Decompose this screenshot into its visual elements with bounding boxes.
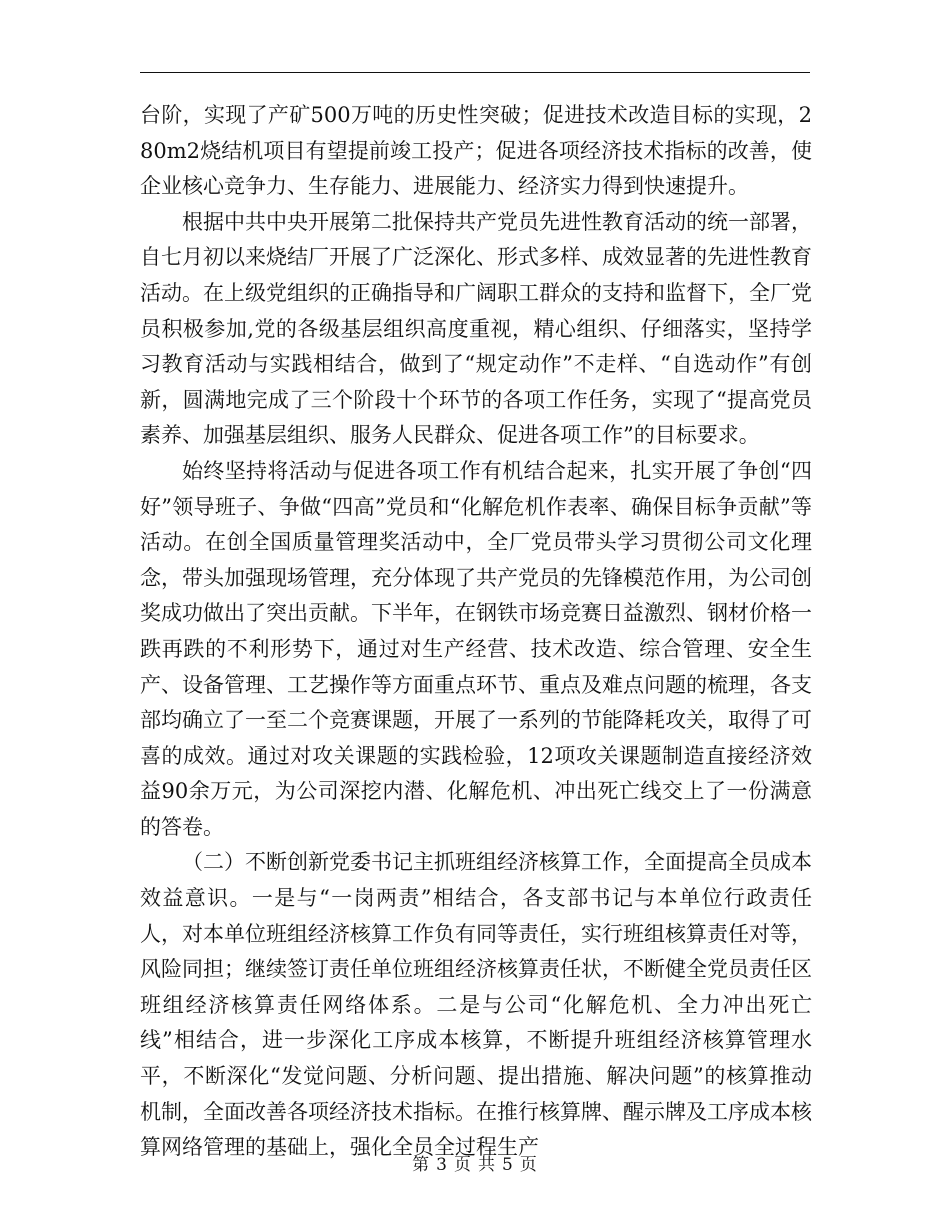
footer-page-prefix: 第 [412,1155,431,1175]
paragraph-continuation: 台阶，实现了产矿500万吨的历史性突破；促进技术改造目标的实现，280m2烧结机项目有望提前竣工投产；促进各项经济技术指标的改善，使企业核心竞争力、生存能力、进展能力、经济实力得到快速提升。 [140,103,812,199]
footer-current-page: 3 [436,1155,448,1175]
footer-total-pages: 5 [502,1155,514,1175]
paragraph-activities: 始终坚持将活动与促进各项工作有机结合起来，扎实开展了争创“四好”领导班子、争做“四高”党员和“化解危机作表率、确保目标争贡献”等活动。在创全国质量管理奖活动中，全厂党员带头学习贯彻公司文化理念，带头加强现场管理，充分体现了共产党员的先锋模范作用，为公司创奖成功做出了突出贡献。下半年，在钢铁市场竞赛日益激烈、钢材价格一跌再跌的不利形势下，通过对生产经营、技术改造、综合管理、安全生产、设备管理、工艺操作等方面重点环节、重点及难点问题的梳理，各支部均确立了一至二个竞赛课题，开展了一系列的节能降耗攻关，取得了可喜的成效。通过对攻关课题的实践检验，12项攻关课题制造直接经济效益90余万元，为公司深挖内潜、化解危机、冲出死亡线交上了一份满意的答卷。 [140,458,812,839]
footer-total-prefix: 共 [478,1155,496,1175]
paragraph-team-accounting: （二）不断创新党委书记主抓班组经济核算工作，全面提高全员成本效益意识。一是与“一岗两责”相结合，各支部书记与本单位行政责任人，对本单位班组经济核算工作负有同等责任，实行班组核算责任对等，风险同担；继续签订责任单位班组经济核算责任状，不断健全党员责任区班组经济核算责任网络体系。二是与公司“化解危机、全力冲出死亡线”相结合，进一步深化工序成本核算，不断提升班组经济核算管理水平，不断深化“发觉问题、分析问题、提出措施、解决问题”的核算推动机制，全面改善各项经济技术指标。在推行核算牌、醒示牌及工序成本核算网络管理的基础上，强化全员全过程生产 [140,850,812,1160]
footer-page-unit: 页 [454,1155,472,1175]
footer-total-unit: 页 [519,1155,538,1175]
body-text [140,98,812,1166]
page-footer [0,1150,950,1175]
paragraph-advanced-education: 根据中共中央开展第二批保持共产党员先进性教育活动的统一部署，自七月初以来烧结厂开展了广泛深化、形式多样、成效显著的先进性教育活动。在上级党组织的正确指导和广阔职工群众的支持和监督下，全厂党员积极参加,党的各级基层组织高度重视，精心组织、仔细落实，坚持学习教育活动与实践相结合，做到了“规定动作”不走样、“自选动作”有创新，圆满地完成了三个阶段十个环节的各项工作任务，实现了“提高党员素养、加强基层组织、服务人民群众、促进各项工作”的目标要求。 [140,209,812,448]
header-rule [140,72,810,73]
